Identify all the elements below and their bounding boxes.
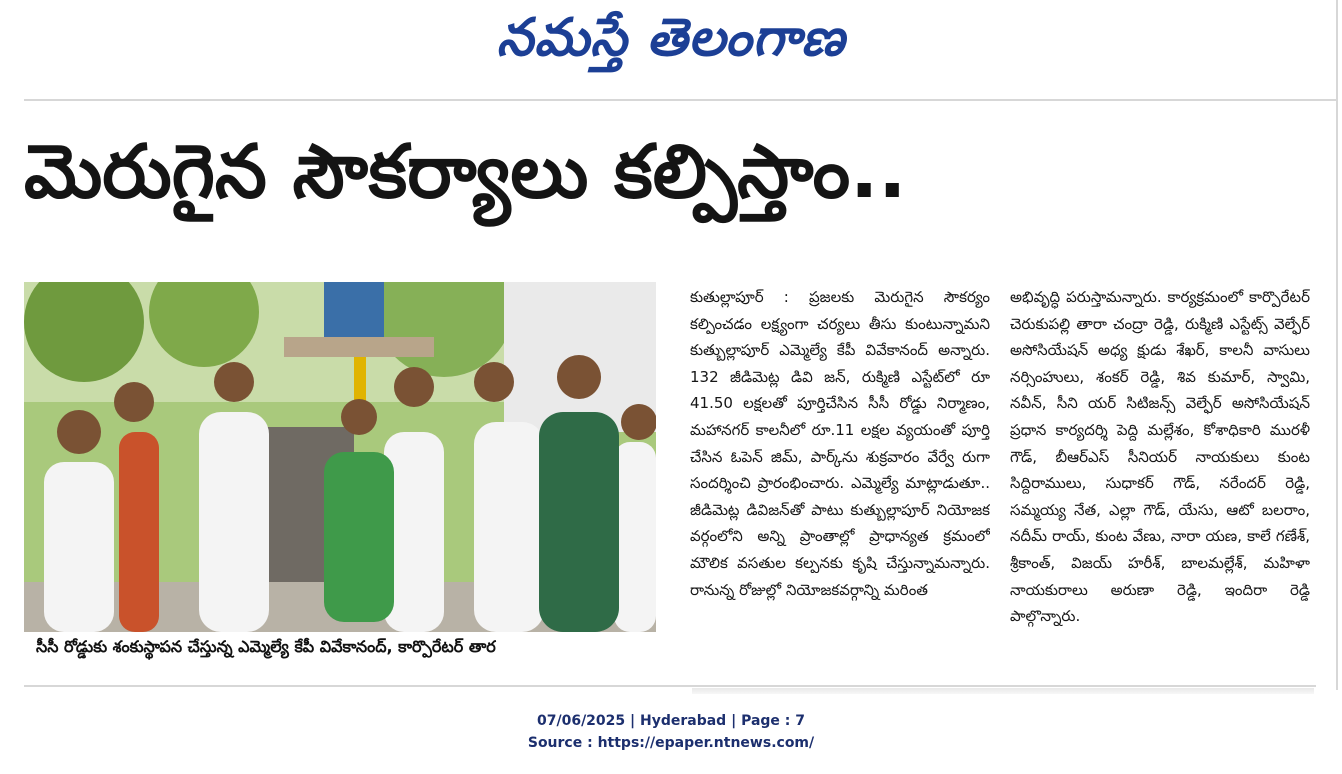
photo-caption: సీసీ రోడ్డుకు శంకుస్థాపన చేస్తున్న ఎమ్మెల్యే కేపీ వివేకానంద్, కార్పొరేటర్ తార <box>36 637 496 656</box>
news-photo <box>24 282 656 632</box>
article-headline: మెరుగైన సౌకర్యాలు కల్పిస్తాం.. <box>24 129 907 215</box>
article-column-2 <box>1010 284 1310 664</box>
clipped-next-article-edge <box>692 688 1314 694</box>
news-photo-illustration <box>24 282 656 632</box>
article-column-1-text: కుతుల్లాపూర్ : ప్రజలకు మెరుగైన సౌకర్యం కల్పించడం లక్ష్యంగా చర్యలు తీసు కుంటున్నామని కుత్బుల్లాపూర్ ఎమ్మెల్యే కేపీ వివేకానంద్ అన్నారు. 132 జీడిమెట్ల డివి జన్, రుక్మిణి ఎస్టేట్‌లో రూ 41.50 లక్షలతో పూర్తిచేసిన సీసీ రోడ్డు నిర్మాణం, మహానగర్ కాలనీలో రూ.11 లక్షల వ్యయంతో పూర్తి చేసిన ఓపెన్ జిమ్, పార్క్‌ను శుక్రవారం వేర్వే రుగా సందర్శించి ప్రారంభించారు. ఎమ్మెల్యే మాట్లాడుతూ.. జీడిమెట్ల డివిజన్‌తో పాటు కుత్బుల్లాపూర్ నియోజక వర్గంలోని అన్ని ప్రాంతాల్లో ప్రాధాన్యత క్రమంలో మౌలిక వసతుల కల్పనకు కృషి చేస్తున్నామన్నారు. రానున్న రోజుల్లో నియోజకవర్గాన్ని మరింత <box>690 288 990 599</box>
article-column-1 <box>690 284 990 664</box>
masthead-title: నమస్తే తెలంగాణ <box>496 7 846 68</box>
header-divider <box>24 99 1336 101</box>
article-column-2-text: అభివృద్ధి పరుస్తామన్నారు. కార్యక్రమంలో కార్పొరేటర్ చెరుకుపల్లి తారా చంద్రా రెడ్డి, రుక్మిణి ఎస్టేట్స్ వెల్ఫేర్ అసోసియేషన్ అధ్య క్షుడు శేఖర్, కాలనీ వాసులు నర్సింహులు, శంకర్ రెడ్డి, శివ కుమార్, స్వామి, నవీన్, సీని యర్ సిటిజన్స్ వెల్ఫేర్ అసోసియేషన్ ప్రధాన కార్యదర్శి పెద్ది మల్లేశం, కోశాధికారి మురళీ గౌడ్, బీఆర్ఎస్ సీనియర్ నాయకులు కుంట సిద్దిరాములు, సుధాకర్ గౌడ్, నరేందర్ రెడ్డి, సమ్మయ్య నేత, ఎల్లా గౌడ్, యేసు, ఆటో బలరాం, నదీమ్ రాయ్, కుంట వేణు, నారా యణ, కాలే గణేశ్, శ్రీకాంత్, విజయ్ హరీశ్, బాలమల్లేశ్, మహిళా నాయకురాలు అరుణా రెడ్డి, ఇందిరా రెడ్డి పాల్గొన్నారు. <box>1010 288 1310 626</box>
footer-source-link[interactable]: Source : https://epaper.ntnews.com/ <box>527 735 815 751</box>
footer-divider <box>24 685 1316 687</box>
footer-date-edition-page: 07/06/2025 | Hyderabad | Page : 7 <box>536 713 806 729</box>
newspaper-masthead <box>0 2 1342 78</box>
page-footer <box>0 710 1342 754</box>
right-border-rule <box>1336 0 1338 690</box>
